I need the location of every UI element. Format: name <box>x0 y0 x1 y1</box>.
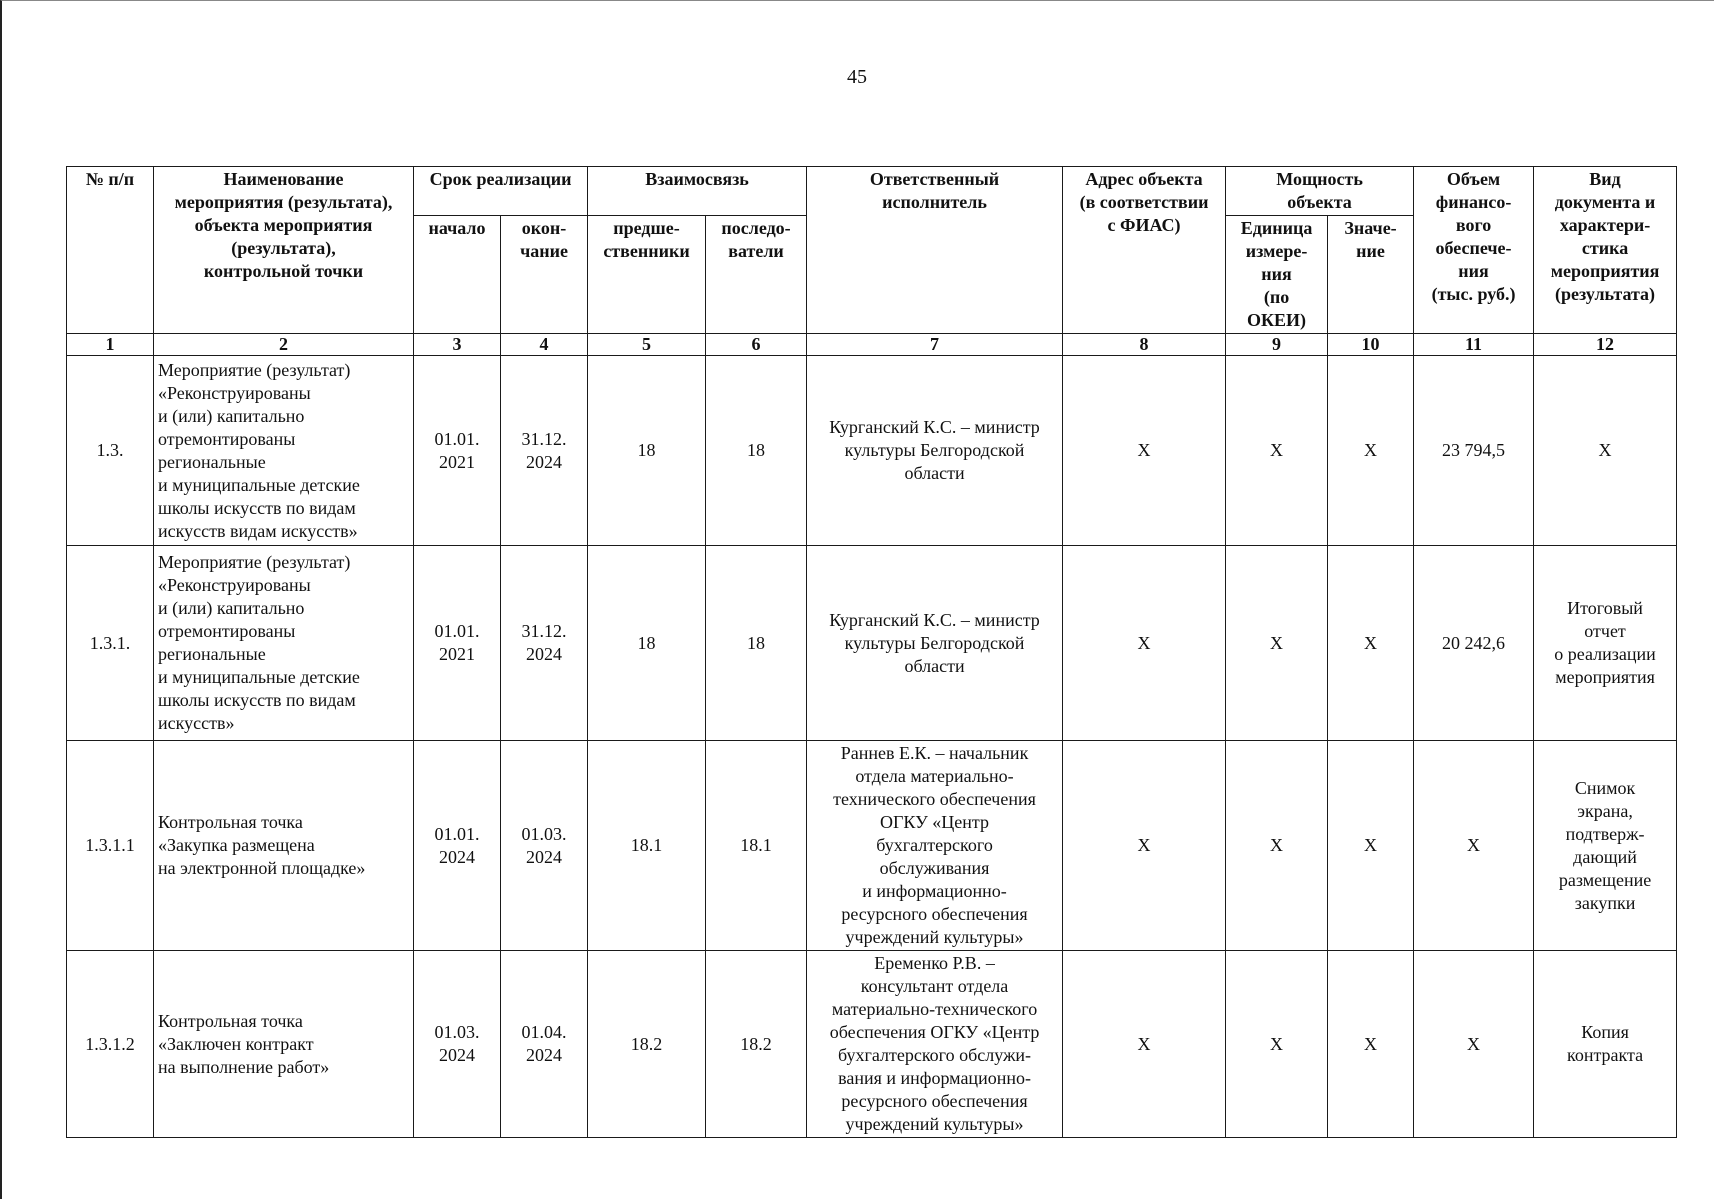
header-address: Адрес объекта (в соответствии с ФИАС) <box>1063 167 1226 334</box>
header-relation: Взаимосвязь <box>588 167 807 216</box>
header-doc-type: Вид документа и характери- стика мероприятия (результата) <box>1534 167 1677 334</box>
row-end: 01.04. 2024 <box>501 951 588 1138</box>
row-address: X <box>1063 741 1226 951</box>
row-num: 1.3.1. <box>67 546 154 741</box>
column-number: 1 <box>67 334 154 356</box>
row-unit: X <box>1226 546 1328 741</box>
column-number: 9 <box>1226 334 1328 356</box>
row-unit: X <box>1226 356 1328 546</box>
header-rel-succ: последо- ватели <box>706 216 807 334</box>
row-name: Контрольная точка «Закупка размещена на электронной площадке» <box>154 741 414 951</box>
row-name: Мероприятие (результат) «Реконструированы и (или) капитально отремонтированы региональные и муниципальные детские школы искусств по видам искусств видам искусств» <box>154 356 414 546</box>
header-num: № п/п <box>67 167 154 334</box>
row-end: 31.12. 2024 <box>501 546 588 741</box>
row-executor: Еременко Р.В. – консультант отдела материально-технического обеспечения ОГКУ «Центр бухгалтерского обслужи- вания и информационно- ресурсного обеспечения учреждений культуры» <box>807 951 1063 1138</box>
row-num: 1.3.1.1 <box>67 741 154 951</box>
header-term-start: начало <box>414 216 501 334</box>
header-term-end: окон- чание <box>501 216 588 334</box>
table-row <box>67 356 1677 546</box>
column-number: 2 <box>154 334 414 356</box>
row-unit: X <box>1226 741 1328 951</box>
row-address: X <box>1063 951 1226 1138</box>
table-row <box>67 741 1677 951</box>
header-finance: Объем финансо- вого обеспече- ния (тыс. руб.) <box>1414 167 1534 334</box>
row-start: 01.03. 2024 <box>414 951 501 1138</box>
column-number: 10 <box>1328 334 1414 356</box>
row-value: X <box>1328 356 1414 546</box>
row-end: 31.12. 2024 <box>501 356 588 546</box>
row-num: 1.3.1.2 <box>67 951 154 1138</box>
column-number: 3 <box>414 334 501 356</box>
column-number-row <box>67 334 1677 356</box>
row-value: X <box>1328 951 1414 1138</box>
row-executor: Курганский К.С. – министр культуры Белгородской области <box>807 356 1063 546</box>
column-number: 6 <box>706 334 807 356</box>
header-capacity: Мощность объекта <box>1226 167 1414 216</box>
column-number: 8 <box>1063 334 1226 356</box>
row-unit: X <box>1226 951 1328 1138</box>
row-pred: 18.1 <box>588 741 706 951</box>
row-doc: Итоговый отчет о реализации мероприятия <box>1534 546 1677 741</box>
row-start: 01.01. 2024 <box>414 741 501 951</box>
header-term: Срок реализации <box>414 167 588 216</box>
page-number: 45 <box>847 66 867 88</box>
row-start: 01.01. 2021 <box>414 546 501 741</box>
row-executor: Курганский К.С. – министр культуры Белгородской области <box>807 546 1063 741</box>
row-doc: Снимок экрана, подтверж- дающий размещение закупки <box>1534 741 1677 951</box>
row-address: X <box>1063 546 1226 741</box>
row-value: X <box>1328 546 1414 741</box>
header-cap-unit: Единица измере- ния (по ОКЕИ) <box>1226 216 1328 334</box>
column-number: 5 <box>588 334 706 356</box>
header-executor: Ответственный исполнитель <box>807 167 1063 334</box>
row-pred: 18 <box>588 356 706 546</box>
row-succ: 18.2 <box>706 951 807 1138</box>
table-row <box>67 951 1677 1138</box>
row-finance: X <box>1414 951 1534 1138</box>
implementation-plan-table <box>66 166 1677 1138</box>
column-number: 4 <box>501 334 588 356</box>
header-rel-pred: предше- ственники <box>588 216 706 334</box>
row-pred: 18 <box>588 546 706 741</box>
column-number: 7 <box>807 334 1063 356</box>
row-finance: 23 794,5 <box>1414 356 1534 546</box>
row-succ: 18.1 <box>706 741 807 951</box>
row-start: 01.01. 2021 <box>414 356 501 546</box>
row-succ: 18 <box>706 356 807 546</box>
row-executor: Раннев Е.К. – начальник отдела материально- технического обеспечения ОГКУ «Центр бухгалтерского обслуживания и информационно- ресурсного обеспечения учреждений культуры» <box>807 741 1063 951</box>
row-doc: Копия контракта <box>1534 951 1677 1138</box>
row-doc: X <box>1534 356 1677 546</box>
row-end: 01.03. 2024 <box>501 741 588 951</box>
row-finance: X <box>1414 741 1534 951</box>
table-row <box>67 546 1677 741</box>
row-value: X <box>1328 741 1414 951</box>
row-name: Мероприятие (результат) «Реконструированы и (или) капитально отремонтированы региональные и муниципальные детские школы искусств по видам искусств» <box>154 546 414 741</box>
header-row-1 <box>67 167 1677 216</box>
column-number: 12 <box>1534 334 1677 356</box>
row-pred: 18.2 <box>588 951 706 1138</box>
row-name: Контрольная точка «Заключен контракт на выполнение работ» <box>154 951 414 1138</box>
column-number: 11 <box>1414 334 1534 356</box>
header-cap-value: Значе- ние <box>1328 216 1414 334</box>
row-num: 1.3. <box>67 356 154 546</box>
row-finance: 20 242,6 <box>1414 546 1534 741</box>
header-name: Наименование мероприятия (результата), объекта мероприятия (результата), контрольной точки <box>154 167 414 334</box>
row-succ: 18 <box>706 546 807 741</box>
row-address: X <box>1063 356 1226 546</box>
